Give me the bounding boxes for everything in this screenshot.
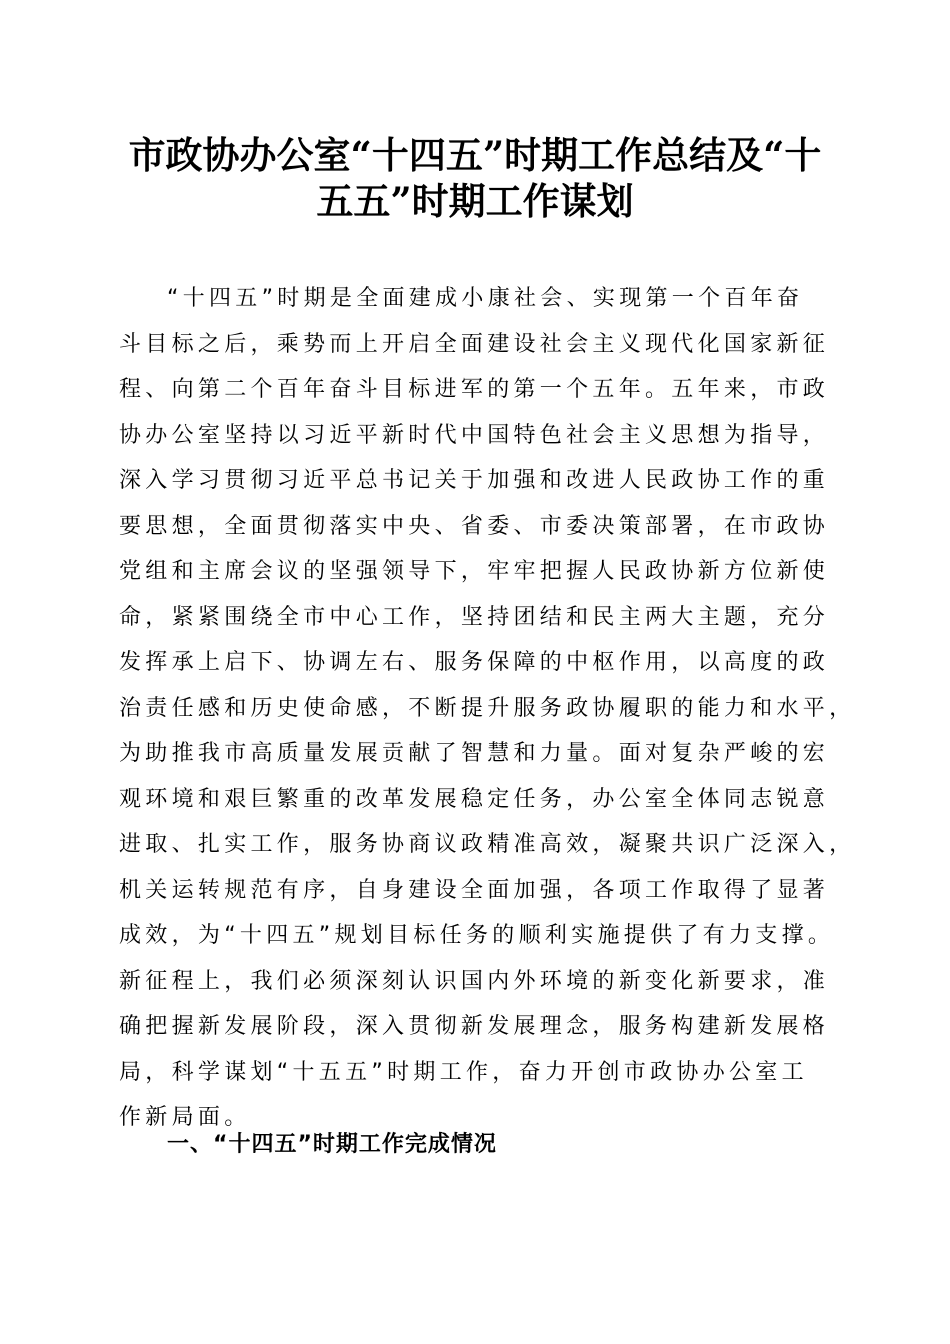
title-line-1: 市政协办公室“十四五”时期工作总结及“十 [128, 133, 822, 177]
paragraph-line: 成效，为“十四五”规划目标任务的顺利实施提供了有力支撑。 [119, 923, 835, 948]
paragraph-line: 治责任感和历史使命感，不断提升服务政协履职的能力和水平， [119, 695, 856, 721]
paragraph-line: 协办公室坚持以习近平新时代中国特色社会主义思想为指导， [119, 422, 830, 448]
paragraph-line: 斗目标之后，乘势而上开启全面建设社会主义现代化国家新征 [119, 331, 830, 357]
paragraph-line: 机关运转规范有序，自身建设全面加强，各项工作取得了显著 [119, 877, 830, 903]
paragraph-line: 新征程上，我们必须深刻认识国内外环境的新变化新要求，准 [119, 968, 830, 994]
intro-paragraph [119, 276, 856, 1141]
paragraph-line: “十四五”时期是全面建成小康社会、实现第一个百年奋 [167, 286, 804, 311]
paragraph-line: 为助推我市高质量发展贡献了智慧和力量。面对复杂严峻的宏 [119, 741, 830, 766]
paragraph-line: 作新局面。 [119, 1105, 251, 1130]
paragraph-line: 党组和主席会议的坚强领导下，牢牢把握人民政协新方位新使 [119, 559, 830, 584]
paragraph-line: 程、向第二个百年奋斗目标进军的第一个五年。五年来，市政 [119, 377, 830, 402]
paragraph-line: 确把握新发展阶段，深入贯彻新发展理念，服务构建新发展格 [119, 1014, 830, 1039]
paragraph-line: 命，紧紧围绕全市中心工作，坚持团结和民主两大主题，充分 [119, 604, 830, 630]
paragraph-line: 进取、扎实工作，服务协商议政精准高效，凝聚共识广泛深入， [119, 832, 856, 857]
paragraph-line: 发挥承上启下、协调左右、服务保障的中枢作用，以高度的政 [119, 650, 830, 675]
paragraph-line: 观环境和艰巨繁重的改革发展稳定任务，办公室全体同志锐意 [119, 786, 830, 812]
paragraph-line: 局，科学谋划“十五五”时期工作，奋力开创市政协办公室工 [119, 1059, 808, 1085]
paragraph-line: 深入学习贯彻习近平总书记关于加强和改进人民政协工作的重 [119, 468, 830, 493]
document-title [110, 132, 840, 224]
title-line-2: 五五”时期工作谋划 [316, 179, 634, 223]
paragraph-line: 要思想，全面贯彻落实中央、省委、市委决策部署，在市政协 [119, 513, 830, 539]
section-heading: 一、“十四五”时期工作完成情况 [167, 1132, 497, 1157]
